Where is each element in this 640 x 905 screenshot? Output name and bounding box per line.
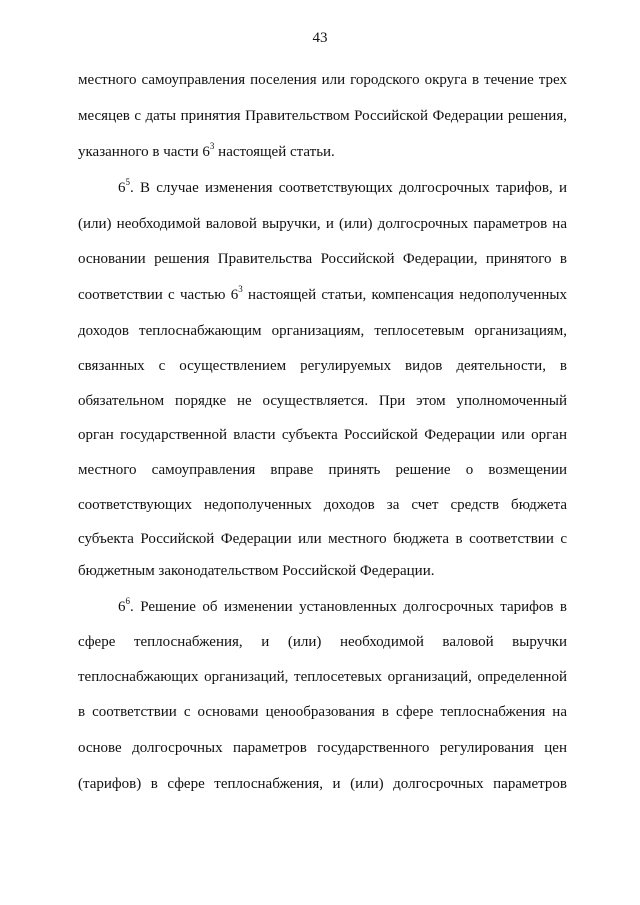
- clause-number: 6: [118, 180, 126, 196]
- superscript: 6: [125, 596, 130, 606]
- text-line: орган государственной власти субъекта Российской Федерации или орган: [78, 427, 567, 443]
- superscript: 3: [209, 141, 215, 151]
- text-line: обязательном порядке не осуществляется. При этом уполномоченный: [78, 393, 567, 409]
- text-span: указанного в части 6: [78, 144, 210, 160]
- text-span: настоящей статьи, компенсация недополученных: [242, 287, 567, 303]
- text-line: местного самоуправления поселения или городского округа в течение трех: [78, 72, 567, 88]
- text-span: . В случае изменения соответствующих долгосрочных тарифов, и: [130, 180, 567, 196]
- text-line: (тарифов) в сфере теплоснабжения, и (или) долгосрочных параметров: [78, 776, 567, 792]
- text-line: сфере теплоснабжения, и (или) необходимой валовой выручки: [78, 634, 567, 650]
- text-line: месяцев с даты принятия Правительством Российской Федерации решения,: [78, 108, 567, 124]
- superscript: 5: [125, 177, 130, 187]
- text-span: соответствии с частью 6: [78, 287, 239, 303]
- text-line: в соответствии с основами ценообразования в сфере теплоснабжения на: [78, 704, 567, 720]
- text-line: местного самоуправления вправе принять решение о возмещении: [78, 462, 567, 478]
- clause-number: 6: [118, 599, 126, 615]
- superscript: 3: [238, 284, 243, 294]
- text-span: . Решение об изменении установленных долгосрочных тарифов в: [130, 599, 567, 615]
- text-line: [78, 142, 567, 162]
- text-line: [78, 285, 567, 305]
- text-line: доходов теплоснабжающим организациям, теплосетевым организациям,: [78, 323, 567, 339]
- paragraph-first-line: [118, 178, 567, 198]
- text-line: основании решения Правительства Российской Федерации, принятого в: [78, 251, 567, 267]
- page-number: 43: [312, 30, 328, 46]
- text-line: основе долгосрочных параметров государственного регулирования цен: [78, 740, 567, 756]
- paragraph-first-line: [118, 597, 567, 617]
- text-line: (или) необходимой валовой выручки, и (или) долгосрочных параметров на: [78, 216, 567, 232]
- text-span: настоящей статьи.: [214, 144, 335, 160]
- text-line: субъекта Российской Федерации или местного бюджета в соответствии с: [78, 531, 567, 547]
- text-line: бюджетным законодательством Российской Федерации.: [78, 563, 435, 579]
- text-line: соответствующих недополученных доходов за счет средств бюджета: [78, 497, 567, 513]
- text-line: связанных с осуществлением регулируемых видов деятельности, в: [78, 358, 567, 374]
- text-line: теплоснабжающих организаций, теплосетевых организаций, определенной: [78, 669, 567, 685]
